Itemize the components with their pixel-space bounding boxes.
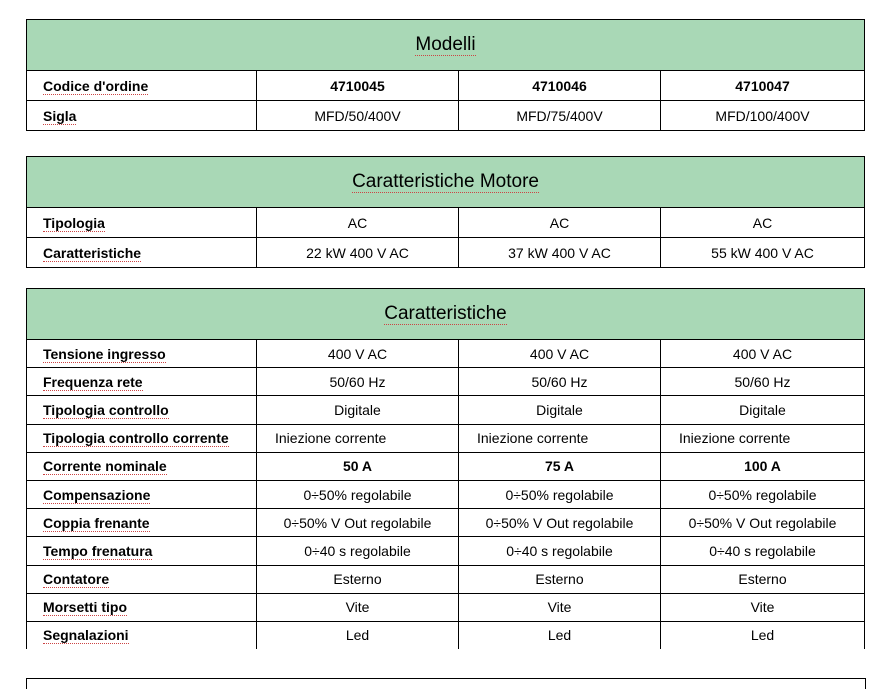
motor-table <box>26 156 865 268</box>
table-cell: Iniezione corrente <box>257 424 459 452</box>
table-row <box>27 424 865 452</box>
row-label-text: Tipologia controllo <box>43 401 169 418</box>
table-row <box>27 71 865 101</box>
table-cell: AC <box>459 208 661 238</box>
row-label <box>27 537 257 565</box>
table-header-row <box>27 157 865 208</box>
table-cell: AC <box>257 208 459 238</box>
row-label-text: Tempo frenatura <box>43 542 153 559</box>
table-cell: 0÷40 s regolabile <box>257 537 459 565</box>
table-cell: 100 A <box>661 452 865 480</box>
table-row <box>27 509 865 537</box>
row-label-text: Tipologia controllo corrente <box>43 430 229 447</box>
row-label <box>27 509 257 537</box>
table-cell: 400 V AC <box>257 340 459 368</box>
table-cell: Esterno <box>661 565 865 593</box>
tipologia-label: Tipologia <box>43 214 105 231</box>
row-label-text: Tensione ingresso <box>43 345 166 362</box>
table-row <box>27 396 865 424</box>
row-label <box>27 368 257 396</box>
table-cell: Iniezione corrente <box>661 424 865 452</box>
table-header-row <box>27 20 865 71</box>
row-label <box>27 238 257 268</box>
row-label <box>27 208 257 238</box>
table-cell: 0÷50% regolabile <box>661 480 865 508</box>
table-cell: 50 A <box>257 452 459 480</box>
table-header-row <box>27 289 865 340</box>
models-table <box>26 19 865 131</box>
row-label-text: Compensazione <box>43 486 151 503</box>
table-row <box>27 238 865 268</box>
sigla-label: Sigla <box>43 107 77 124</box>
row-label-text: Coppia frenante <box>43 514 150 531</box>
row-label <box>27 424 257 452</box>
row-label-text: Contatore <box>43 571 110 588</box>
table-row <box>27 593 865 621</box>
table-cell: 0÷50% regolabile <box>459 480 661 508</box>
row-label <box>27 101 257 131</box>
table-cell: Vite <box>661 593 865 621</box>
row-label-text: Segnalazioni <box>43 627 129 644</box>
table-cell: MFD/75/400V <box>459 101 661 131</box>
row-label <box>27 71 257 101</box>
table-cell: Vite <box>257 593 459 621</box>
table-row <box>27 565 865 593</box>
table-cell: 50/60 Hz <box>661 368 865 396</box>
table-cell: Esterno <box>459 565 661 593</box>
models-title-text: Modelli <box>415 34 476 55</box>
row-label <box>27 593 257 621</box>
row-label <box>27 480 257 508</box>
table-cell: Iniezione corrente <box>459 424 661 452</box>
table-cell: 0÷40 s regolabile <box>661 537 865 565</box>
row-label <box>27 621 257 649</box>
table-cell: Digitale <box>661 396 865 424</box>
table-cell: Vite <box>459 593 661 621</box>
table-cell: 400 V AC <box>459 340 661 368</box>
specs-title-text: Caratteristiche <box>384 303 507 324</box>
table-cell: AC <box>661 208 865 238</box>
motor-title-text: Caratteristiche Motore <box>352 171 539 192</box>
table-row <box>27 537 865 565</box>
table-cell: 4710047 <box>661 71 865 101</box>
table-cell: 0÷50% V Out regolabile <box>257 509 459 537</box>
table-cell: MFD/50/400V <box>257 101 459 131</box>
table-cell: Led <box>661 621 865 649</box>
table-cell: 75 A <box>459 452 661 480</box>
caratteristiche-label: Caratteristiche <box>43 244 142 261</box>
row-label-text: Frequenza rete <box>43 373 143 390</box>
table-cell: 50/60 Hz <box>459 368 661 396</box>
table-cell: 50/60 Hz <box>257 368 459 396</box>
table-cell: 400 V AC <box>661 340 865 368</box>
table-cell: 4710046 <box>459 71 661 101</box>
table-cell: Digitale <box>459 396 661 424</box>
table-cell: 0÷50% V Out regolabile <box>661 509 865 537</box>
models-table-title <box>27 20 865 71</box>
table-cell: 22 kW 400 V AC <box>257 238 459 268</box>
table-cell: Esterno <box>257 565 459 593</box>
table-row <box>27 368 865 396</box>
motor-table-title <box>27 157 865 208</box>
table-cell: 55 kW 400 V AC <box>661 238 865 268</box>
table-cell: Digitale <box>257 396 459 424</box>
row-label <box>27 340 257 368</box>
table-cell: Led <box>459 621 661 649</box>
specs-table <box>26 288 865 649</box>
specs-table-title <box>27 289 865 340</box>
order-code-label: Codice d'ordine <box>43 77 149 94</box>
row-label <box>27 565 257 593</box>
row-label <box>27 396 257 424</box>
table-row <box>27 621 865 649</box>
table-row <box>27 452 865 480</box>
row-label-text: Corrente nominale <box>43 458 167 475</box>
table-cell: Led <box>257 621 459 649</box>
row-label-text: Morsetti tipo <box>43 599 127 616</box>
table-cell: 4710045 <box>257 71 459 101</box>
table-row <box>27 208 865 238</box>
table-cell: 0÷50% regolabile <box>257 480 459 508</box>
table-row <box>27 101 865 131</box>
table-cell: 0÷50% V Out regolabile <box>459 509 661 537</box>
table-cell: MFD/100/400V <box>661 101 865 131</box>
table-cell: 37 kW 400 V AC <box>459 238 661 268</box>
table-cell: 0÷40 s regolabile <box>459 537 661 565</box>
row-label <box>27 452 257 480</box>
table-row <box>27 480 865 508</box>
table-row <box>27 340 865 368</box>
